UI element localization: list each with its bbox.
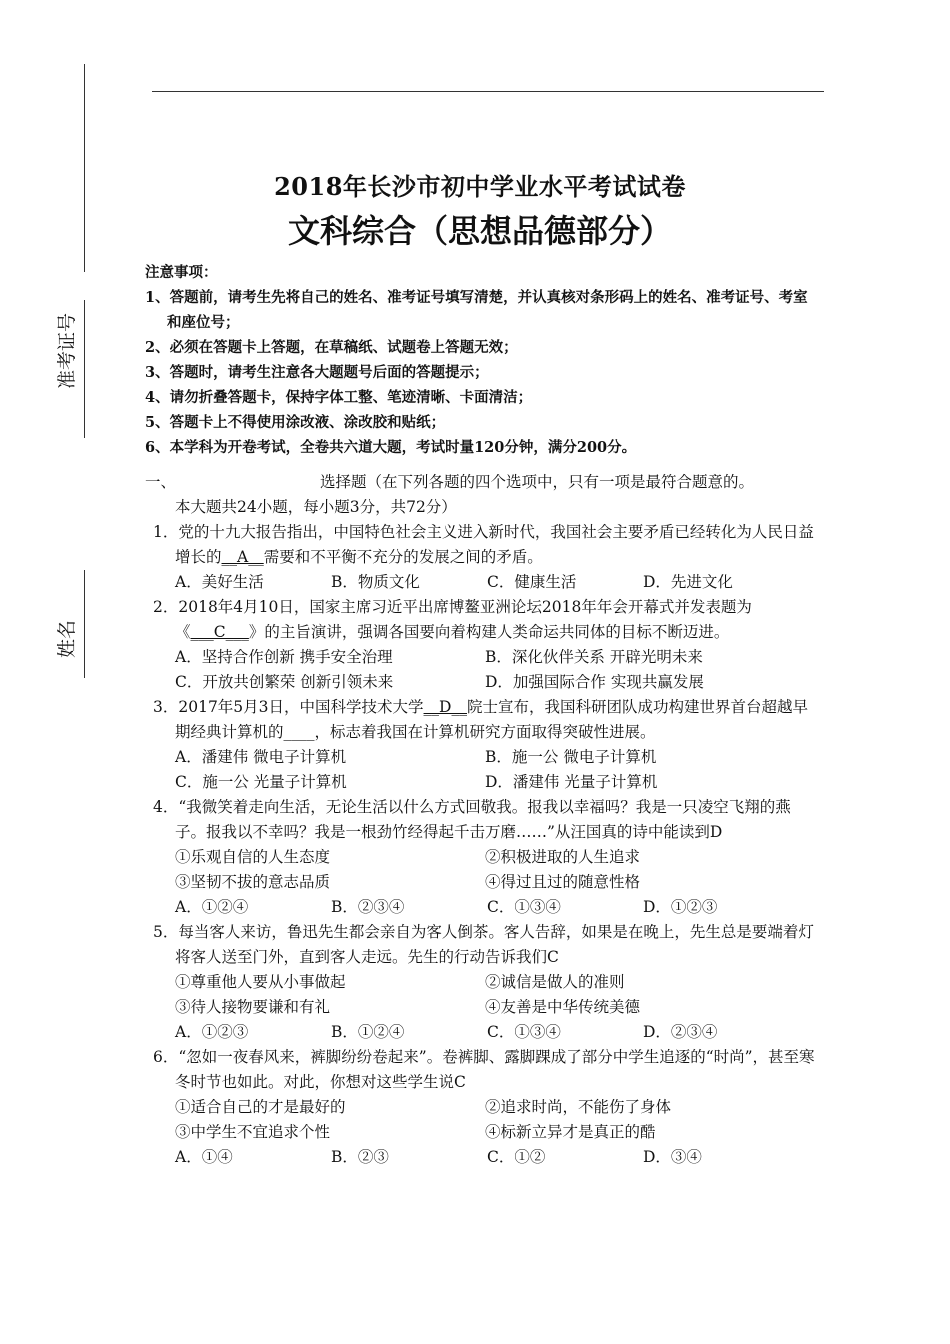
option-d: D．先进文化 xyxy=(643,573,733,591)
statements-row xyxy=(153,1120,815,1145)
option-b: B．②③④ xyxy=(331,898,405,916)
option-b: B．施一公 微电子计算机 xyxy=(485,748,657,766)
statement: ④得过且过的随意性格 xyxy=(485,873,641,891)
exam-paper xyxy=(145,172,815,1170)
question-stem: 5．每当客人来访，鲁迅先生都会亲自为客人倒茶。客人告辞，如果是在晚上，先生总是要端着灯将客人送至门外，直到客人走远。先生的行动告诉我们C xyxy=(153,923,814,966)
statement: ①乐观自信的人生态度 xyxy=(175,848,331,866)
statements-row xyxy=(153,995,815,1020)
statement: ①尊重他人要从小事做起 xyxy=(175,973,346,991)
notice-item: 3、答题时，请考生注意各大题题号后面的答题提示； xyxy=(145,364,489,381)
question-stem: 3．2017年5月3日，中国科学技术大学__D__院士宣布，我国科研团队成功构建世界首台超越早期经典计算机的____，标志着我国在计算机研究方面取得突破性进展。 xyxy=(153,698,808,741)
paper-subtitle: 文科综合（思想品德部分） xyxy=(287,212,672,250)
question-list xyxy=(145,520,815,1170)
statement: ②诚信是做人的准则 xyxy=(485,973,625,991)
option-a: A．美好生活 xyxy=(175,573,264,591)
statements-row xyxy=(153,845,815,870)
options-row xyxy=(153,895,815,920)
answer-blank: __D__ xyxy=(423,698,467,716)
options-row xyxy=(153,1020,815,1045)
exam-number-line xyxy=(84,300,85,438)
option-b: B．②③ xyxy=(331,1148,389,1166)
option-d: D．③④ xyxy=(643,1148,702,1166)
statement: ④标新立异才是真正的酷 xyxy=(485,1123,656,1141)
option-c: C．①③④ xyxy=(487,1023,561,1041)
option-a: A．①④ xyxy=(175,1148,233,1166)
options-row xyxy=(153,745,815,770)
notice-item: 2、必须在答题卡上答题，在草稿纸、试题卷上答题无效； xyxy=(145,339,518,356)
statement: ①适合自己的才是最好的 xyxy=(175,1098,346,1116)
option-c: C．开放共创繁荣 创新引领未来 xyxy=(175,673,394,691)
section-header xyxy=(145,470,815,520)
binding-line-top xyxy=(84,64,85,272)
notice-heading: 注意事项： xyxy=(145,264,218,281)
option-c: C．健康生活 xyxy=(487,573,577,591)
option-a: A．坚持合作创新 携手安全治理 xyxy=(175,648,393,666)
notice-item: 4、请勿折叠答题卡，保持字体工整、笔迹清晰、卡面清洁； xyxy=(145,389,533,406)
question-stem: 6．“忽如一夜春风来，裤脚纷纷卷起来”。卷裤脚、露脚踝成了部分中学生追逐的“时尚”，甚至寒冬时节也如此。对此，你想对这些学生说C xyxy=(153,1048,815,1091)
option-b: B．深化伙伴关系 开辟光明未来 xyxy=(485,648,703,666)
statement: ②积极进取的人生追求 xyxy=(485,848,641,866)
section-subtitle: 本大题共24小题，每小题3分，共72分） xyxy=(175,498,457,516)
section-title: 选择题（在下列各题的四个选项中，只有一项是最符合题意的。 xyxy=(320,473,755,491)
statement: ③中学生不宜追求个性 xyxy=(175,1123,331,1141)
statement: ③待人接物要谦和有礼 xyxy=(175,998,331,1016)
option-d: D．加强国际合作 实现共赢发展 xyxy=(485,673,704,691)
notice-item: 6、本学科为开卷考试，全卷共六道大题，考试时量120分钟，满分200分。 xyxy=(145,439,637,456)
options-row xyxy=(153,1145,815,1170)
question-stem: 1．党的十九大报告指出，中国特色社会主义进入新时代，我国社会主要矛盾已经转化为人民日益增长的__A__需要和不平衡不充分的发展之间的矛盾。 xyxy=(153,523,814,566)
header-rule xyxy=(152,91,824,92)
notice-item: 5、答题卡上不得使用涂改液、涂改胶和贴纸； xyxy=(145,414,446,431)
question-1 xyxy=(153,520,815,595)
statements-row xyxy=(153,970,815,995)
question-4 xyxy=(153,795,815,920)
option-d: D．②③④ xyxy=(643,1023,718,1041)
question-6 xyxy=(153,1045,815,1170)
paper-title: 2018年长沙市初中学业水平考试试卷 xyxy=(274,172,686,201)
statements-row xyxy=(153,870,815,895)
options-row xyxy=(153,670,815,695)
answer-blank: ___C___ xyxy=(190,623,249,641)
option-d: D．①②③ xyxy=(643,898,718,916)
statement: ④友善是中华传统美德 xyxy=(485,998,641,1016)
option-b: B．①②④ xyxy=(331,1023,405,1041)
notice-item: 1、答题前，请考生先将自己的姓名、准考证号填写清楚，并认真核对条形码上的姓名、准考证号、考室和座位号； xyxy=(145,289,808,331)
option-a: A．潘建伟 微电子计算机 xyxy=(175,748,347,766)
option-c: C．施一公 光量子计算机 xyxy=(175,773,347,791)
options-row xyxy=(153,570,815,595)
option-a: A．①②③ xyxy=(175,1023,249,1041)
statement: ③坚韧不拔的意志品质 xyxy=(175,873,331,891)
answer-blank: __A__ xyxy=(221,548,264,566)
statements-row xyxy=(153,1095,815,1120)
options-row xyxy=(153,770,815,795)
answer-blank: ____ xyxy=(283,723,315,741)
question-stem: 2．2018年4月10日，国家主席习近平出席博鳌亚洲论坛2018年年会开幕式并发表题为《___C___》的主旨演讲，强调各国要向着构建人类命运共同体的目标不断迈进。 xyxy=(153,598,752,641)
name-line xyxy=(84,570,85,678)
option-c: C．①③④ xyxy=(487,898,561,916)
name-label: 姓名 xyxy=(56,619,78,658)
option-b: B．物质文化 xyxy=(331,573,420,591)
option-a: A．①②④ xyxy=(175,898,249,916)
options-row xyxy=(153,645,815,670)
option-d: D．潘建伟 光量子计算机 xyxy=(485,773,658,791)
option-c: C．①② xyxy=(487,1148,546,1166)
section-number: 一、 xyxy=(145,473,177,491)
exam-number-label: 准考证号 xyxy=(56,312,78,389)
question-5 xyxy=(153,920,815,1045)
statement: ②追求时尚，不能伤了身体 xyxy=(485,1098,672,1116)
question-3 xyxy=(153,695,815,795)
notice-block xyxy=(145,260,815,460)
question-stem: 4．“我微笑着走向生活，无论生活以什么方式回敬我。报我以幸福吗？我是一只凌空飞翔的燕子。报我以不幸吗？我是一根劲竹经得起千击万磨……”从汪国真的诗中能读到D xyxy=(153,798,791,841)
question-2 xyxy=(153,595,815,695)
